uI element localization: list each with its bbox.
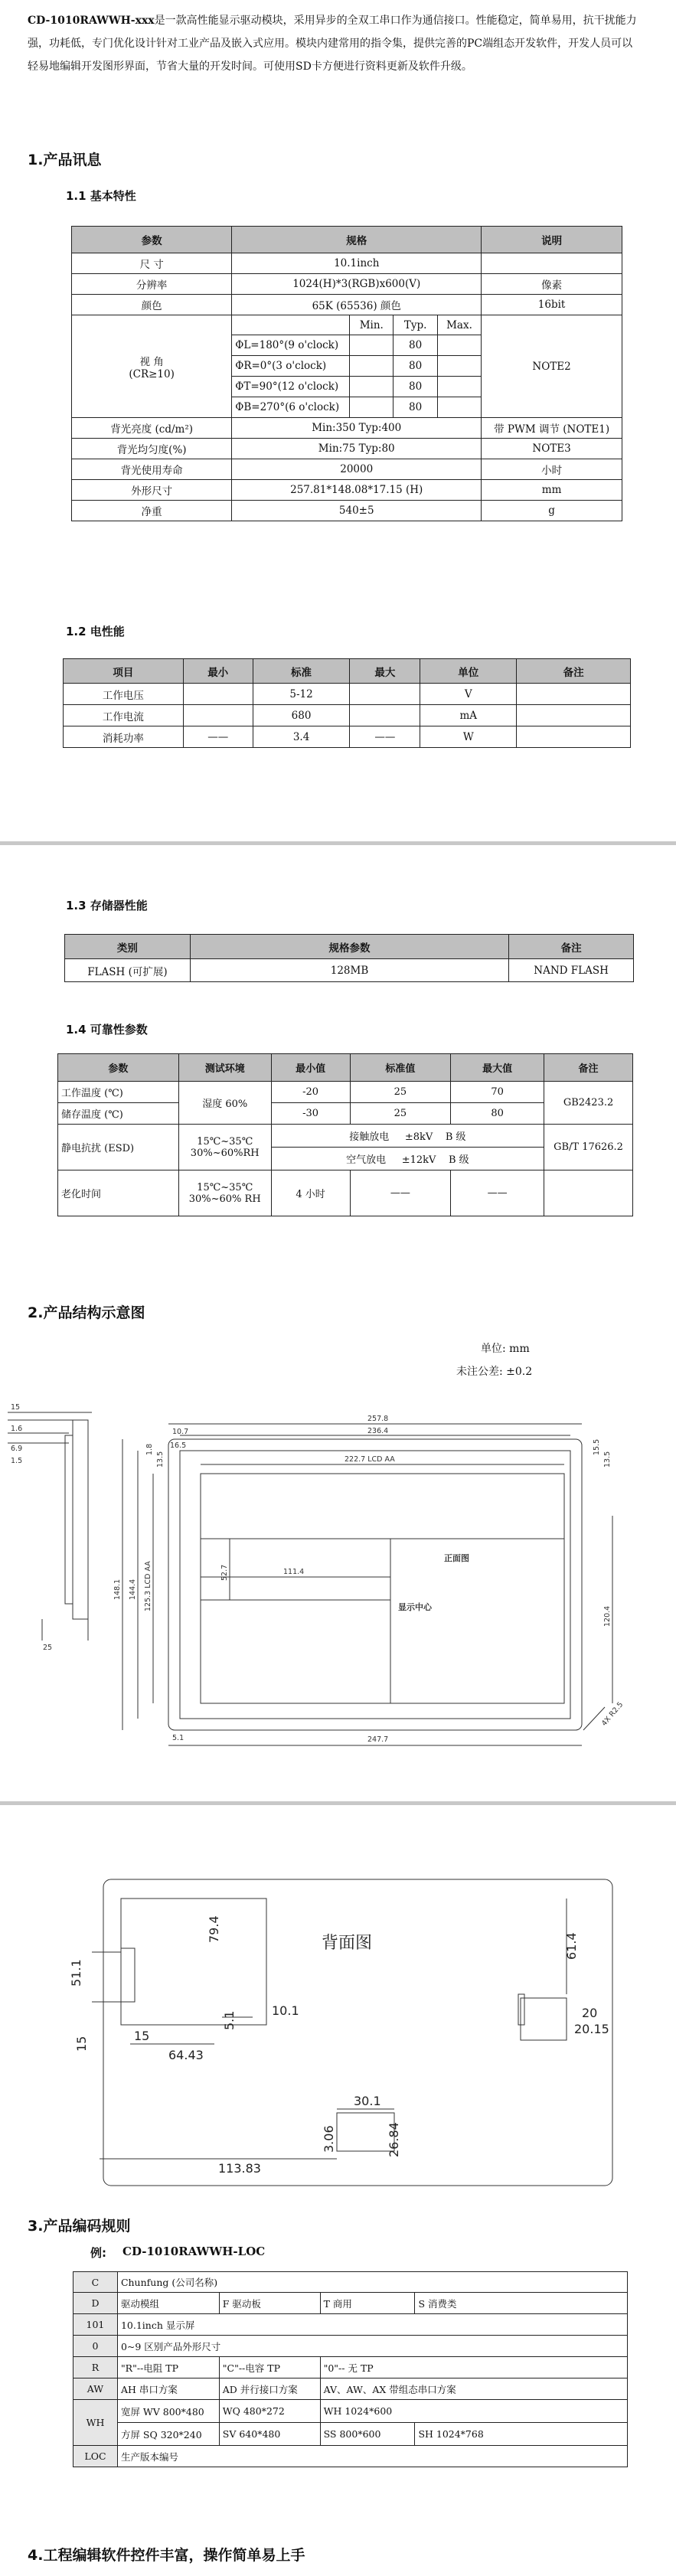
page-separator [0, 1801, 676, 1805]
dim-label: 25 [43, 1644, 53, 1652]
cell [517, 726, 631, 748]
cell [271, 1125, 544, 1148]
section-1-1-title: 1.1 基本特性 [66, 189, 136, 203]
dim-label: 26.84 [387, 2122, 401, 2157]
cell: Typ. [394, 315, 437, 335]
cell: 工作电流 [64, 705, 184, 726]
col-header: 最大 [350, 659, 420, 684]
cell: 5-12 [253, 684, 350, 705]
cell: Min:350 Typ:400 [232, 418, 482, 439]
intro-text: 是一款高性能显示驱动模块，采用异步的全双工串口作为通信接口。性能稳定，简单易用，抗干扰能力强，功耗低，专门优化设计针对工业产品及嵌入式应用。模块内建常用的指令集，提供完善的PC端组态开发软件，开发人员可以轻易地编辑开发图形界面，节省大量的开发时间。可使用SD卡方便进行资料更新及软件升级。 [28, 15, 637, 73]
module-outline [168, 1439, 582, 1730]
cell: 540±5 [232, 501, 482, 521]
cell [482, 253, 622, 274]
col-header: 类别 [65, 935, 191, 959]
cell: NOTE2 [482, 315, 622, 418]
col-header: 最小 [183, 659, 253, 684]
cell: 20000 [232, 459, 482, 480]
col-header: 参数 [72, 227, 232, 253]
cell: 背光亮度 (cd/m²) [72, 418, 232, 439]
cell [350, 705, 420, 726]
section-1-2-title: 1.2 电性能 [66, 625, 125, 638]
cell: SS 800*600 [320, 2423, 415, 2446]
cell: 老化时间 [58, 1170, 179, 1216]
dim-label: 64.43 [168, 2048, 204, 2062]
dim-label: 125.3 LCD AA [144, 1561, 152, 1611]
cell: F 驱动板 [219, 2293, 320, 2314]
cell: ΦT=90°(12 o'clock) [232, 377, 350, 397]
cell: W [420, 726, 517, 748]
cell: 680 [253, 705, 350, 726]
cell: SV 640*480 [219, 2423, 320, 2446]
cell: WH 1024*600 [320, 2400, 627, 2423]
cell [271, 1148, 544, 1170]
cell: Max. [437, 315, 481, 335]
col-header: 备注 [544, 1054, 633, 1082]
col-header: 标准 [253, 659, 350, 684]
cell: 消耗功率 [64, 726, 184, 748]
cell [232, 315, 350, 335]
dim-label: 120.4 [603, 1605, 612, 1627]
cell [178, 1170, 271, 1216]
cell: 分辨率 [72, 274, 232, 295]
cell: 1024(H)*3(RGB)x600(V) [232, 274, 482, 295]
cell: 70 [451, 1082, 544, 1103]
example-label: 例: [90, 2246, 106, 2260]
dim-label: 13.5 [603, 1451, 612, 1468]
cell [437, 377, 481, 397]
cell: 颜色 [72, 295, 232, 315]
cell: 宽屏 WV 800*480 [117, 2400, 219, 2423]
esd-air-class: B 级 [448, 1154, 469, 1166]
cell: GB2423.2 [544, 1082, 633, 1125]
cell: 工作电压 [64, 684, 184, 705]
electrical-table [63, 658, 631, 748]
page-separator [0, 841, 676, 845]
code-cell: R [73, 2357, 118, 2378]
esd-contact-kv: ±8kV [404, 1131, 433, 1143]
cell: 小时 [482, 459, 622, 480]
code-cell: D [73, 2293, 118, 2314]
dim-label: 1.6 [11, 1425, 23, 1433]
cell: AH 串口方案 [117, 2378, 219, 2400]
code-cell: 101 [73, 2314, 118, 2336]
dim-label: 79.4 [207, 1915, 221, 1943]
dim-label: 5.1 [172, 1734, 185, 1742]
cell: —— [183, 726, 253, 748]
col-header: 最大值 [451, 1054, 544, 1082]
col-header: 最小值 [271, 1054, 350, 1082]
unit-note: 单位: mm [481, 1343, 530, 1355]
section-1-title: 1.产品讯息 [28, 152, 102, 168]
coding-table [73, 2271, 628, 2467]
code-cell: 0 [73, 2336, 118, 2357]
cell: 外形尺寸 [72, 480, 232, 501]
intro-paragraph [28, 9, 640, 78]
section-1-3-title: 1.3 存储器性能 [66, 899, 148, 913]
cell: 工作温度 (℃) [58, 1082, 179, 1103]
aging-env-rh: 30%~60% RH [188, 1193, 261, 1205]
cell: 10.1inch 显示屏 [117, 2314, 627, 2336]
col-header: 规格参数 [190, 935, 508, 959]
cell: ΦL=180°(9 o'clock) [232, 335, 350, 356]
esd-air: 空气放电 [346, 1154, 387, 1166]
back-drawing [0, 1853, 676, 2205]
dim-label: 222.7 LCD AA [345, 1455, 395, 1464]
col-header: 备注 [509, 935, 634, 959]
cell: "0"-- 无 TP [320, 2357, 627, 2378]
cell: 背光均匀度(%) [72, 439, 232, 459]
cell: 80 [394, 356, 437, 377]
code-cell: WH [73, 2400, 118, 2446]
col-header: 说明 [482, 227, 622, 253]
cell: mm [482, 480, 622, 501]
cell: 128MB [190, 959, 508, 982]
esd-air-kv: ±12kV [401, 1154, 436, 1166]
cell: 净重 [72, 501, 232, 521]
code-cell: LOC [73, 2446, 118, 2467]
cell: 80 [394, 335, 437, 356]
col-header: 单位 [420, 659, 517, 684]
cell: Min:75 Typ:80 [232, 439, 482, 459]
dim-label: 111.4 [283, 1568, 305, 1576]
code-cell: AW [73, 2378, 118, 2400]
dim-label: 1.8 [145, 1443, 154, 1455]
cell: T 商用 [320, 2293, 415, 2314]
section-3-title: 3.产品编码规则 [28, 2218, 131, 2235]
cell: —— [350, 1170, 451, 1216]
dim-label: 13.5 [156, 1451, 165, 1468]
dim-label: 6.9 [11, 1445, 23, 1453]
cell: 0~9 区别产品外形尺寸 [117, 2336, 627, 2357]
dim-label: 257.8 [367, 1415, 389, 1423]
cell: "R"--电阻 TP [117, 2357, 219, 2378]
dim-label: 10.1 [272, 2003, 299, 2018]
cell [544, 1170, 633, 1216]
side-view-lip [65, 1435, 73, 1604]
cell [517, 705, 631, 726]
esd-contact-class: B 级 [445, 1131, 466, 1143]
col-header: 标准值 [350, 1054, 451, 1082]
cell [350, 684, 420, 705]
cell [350, 397, 394, 418]
cell: 4 小时 [271, 1170, 350, 1216]
side-view-outline [73, 1420, 88, 1619]
cell: 方屏 SQ 320*240 [117, 2423, 219, 2446]
col-header: 测试环境 [178, 1054, 271, 1082]
cell [183, 684, 253, 705]
cell: 3.4 [253, 726, 350, 748]
cell: Chunfung (公司名称) [117, 2272, 627, 2293]
dim-label: 20.15 [574, 2022, 609, 2036]
cell: —— [350, 726, 420, 748]
dim-label: 10.7 [172, 1428, 189, 1436]
cell: 10.1inch [232, 253, 482, 274]
back-outline [103, 1879, 612, 2186]
cell [178, 1125, 271, 1170]
lcd-aa-outline [201, 1474, 564, 1703]
cell: 背光使用寿命 [72, 459, 232, 480]
cell: 生产版本编号 [117, 2446, 627, 2467]
dim-label: 113.83 [218, 2161, 261, 2176]
cell [437, 335, 481, 356]
cell: AV、AW、AX 带组态串口方案 [320, 2378, 627, 2400]
cell: 16bit [482, 295, 622, 315]
cell: 65K (65536) 颜色 [232, 295, 482, 315]
dim-label: 15 [74, 2036, 89, 2052]
cell: 257.81*148.08*17.15 (H) [232, 480, 482, 501]
dim-label: 4X R2.5 [599, 1700, 625, 1728]
cell: 25 [350, 1103, 451, 1125]
example-code: CD-1010RAWWH-LOC [122, 2245, 266, 2258]
back-connector-area [121, 1899, 266, 2025]
dim-label: 15 [11, 1403, 21, 1412]
dim-label: 15 [134, 2029, 150, 2043]
front-view-label: 正面图 [444, 1553, 469, 1563]
cell: 储存温度 (℃) [58, 1103, 179, 1125]
col-header: 参数 [58, 1054, 179, 1082]
basic-spec-table [71, 226, 622, 521]
cell: 带 PWM 调节 (NOTE1) [482, 418, 622, 439]
cell: "C"--电容 TP [219, 2357, 320, 2378]
cell: 静电抗扰 (ESD) [58, 1125, 179, 1170]
display-center-label: 显示中心 [398, 1602, 432, 1612]
dim-label: 247.7 [367, 1735, 389, 1744]
cell: S 消费类 [415, 2293, 628, 2314]
dim-label: 30.1 [354, 2094, 381, 2108]
cell: mA [420, 705, 517, 726]
dim-label: 3.06 [322, 2125, 336, 2153]
dim-label: 236.4 [367, 1427, 389, 1435]
cell: 尺 寸 [72, 253, 232, 274]
esd-env-temp: 15℃~35℃ [197, 1135, 253, 1148]
cell: 80 [451, 1103, 544, 1125]
back-view-label: 背面图 [322, 1934, 373, 1953]
storage-table [64, 934, 634, 982]
section-2-title: 2.产品结构示意图 [28, 1304, 145, 1321]
model-name: CD-1010RAWWH-xxx [28, 15, 155, 27]
col-header: 备注 [517, 659, 631, 684]
aging-env-temp: 15℃~35℃ [197, 1181, 253, 1193]
dim-label: 16.5 [170, 1441, 187, 1450]
cell: WQ 480*272 [219, 2400, 320, 2423]
cell: 80 [394, 397, 437, 418]
dim-label: 61.4 [564, 1932, 579, 1960]
cell: ΦB=270°(6 o'clock) [232, 397, 350, 418]
col-header: 规格 [232, 227, 482, 253]
cell: NOTE3 [482, 439, 622, 459]
dim-label: 1.5 [11, 1457, 23, 1465]
cell [517, 684, 631, 705]
cell: ΦR=0°(3 o'clock) [232, 356, 350, 377]
cell: -30 [271, 1103, 350, 1125]
cell: 驱动模组 [117, 2293, 219, 2314]
esd-contact: 接触放电 [349, 1131, 390, 1143]
cell [350, 335, 394, 356]
cell [437, 356, 481, 377]
bezel-outline [180, 1451, 570, 1719]
dim-label: 20 [582, 2006, 598, 2020]
cell: 像素 [482, 274, 622, 295]
cell: -20 [271, 1082, 350, 1103]
cell: g [482, 501, 622, 521]
cell: 25 [350, 1082, 451, 1103]
cell: —— [451, 1170, 544, 1216]
front-drawing [0, 1397, 676, 1780]
cell [350, 356, 394, 377]
section-4-title: 4.工程编辑软件控件丰富，操作简单易上手 [28, 2547, 305, 2564]
cell: GB/T 17626.2 [544, 1125, 633, 1170]
dim-label: 52.7 [220, 1564, 229, 1581]
cell: FLASH (可扩展) [65, 959, 191, 982]
code-cell: C [73, 2272, 118, 2293]
col-header: 项目 [64, 659, 184, 684]
dim-label: 148.1 [113, 1579, 122, 1600]
cell [183, 705, 253, 726]
dim-label: 51.1 [69, 1959, 83, 1987]
cell: AD 并行接口方案 [219, 2378, 320, 2400]
tolerance-note: 未注公差: ±0.2 [456, 1366, 533, 1378]
cell [72, 315, 232, 418]
view-angle-label: 视 角 [139, 355, 164, 368]
cell: Min. [350, 315, 394, 335]
esd-env-rh: 30%~60%RH [190, 1147, 260, 1159]
cell: 湿度 60% [178, 1082, 271, 1125]
view-angle-cr: (CR≥10) [129, 367, 175, 380]
dim-label: 15.5 [593, 1438, 601, 1455]
dim-label: 5.1 [222, 2010, 237, 2030]
reliability-table [57, 1053, 633, 1216]
cell: SH 1024*768 [415, 2423, 628, 2446]
cell: 80 [394, 377, 437, 397]
section-1-4-title: 1.4 可靠性参数 [66, 1023, 148, 1037]
dim-label: 144.4 [129, 1579, 137, 1600]
cell [437, 397, 481, 418]
cell [350, 377, 394, 397]
cell: NAND FLASH [509, 959, 634, 982]
cell: V [420, 684, 517, 705]
